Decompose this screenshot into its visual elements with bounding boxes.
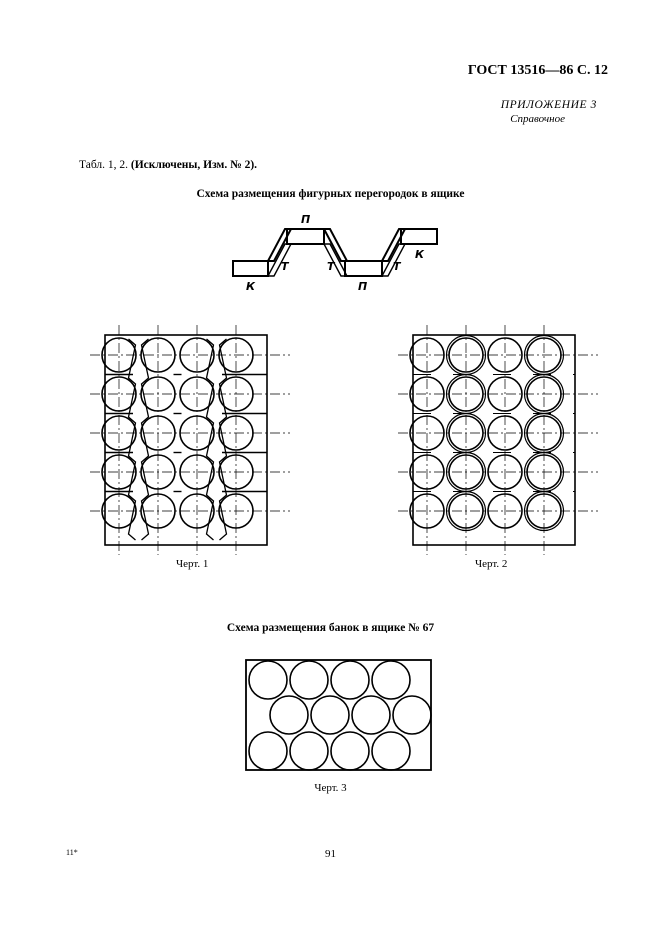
- drawing-1-grid-figured: [90, 325, 290, 555]
- can-67-circle: [249, 732, 287, 770]
- label-t-2: Т: [327, 260, 335, 273]
- drawing-2-grid-straight: [398, 325, 598, 555]
- box-67-outline: [246, 660, 431, 770]
- table-note: [79, 159, 257, 171]
- can-67-circle: [372, 732, 410, 770]
- label-t-3: Т: [393, 260, 401, 273]
- page-number: 91: [325, 848, 336, 860]
- footer-mark: 11*: [66, 848, 78, 857]
- can-67-circle: [331, 732, 369, 770]
- label-t-1: Т: [281, 260, 289, 273]
- caption-drawing-3: Черт. 3: [314, 782, 347, 794]
- standard-code: ГОСТ 13516—86 С. 12: [467, 63, 608, 78]
- can-67-circle: [352, 696, 390, 734]
- can-67-circle: [290, 732, 328, 770]
- partitions-title: Схема размещения фигурных перегородок в ящике: [196, 188, 465, 200]
- can-67-circle: [290, 661, 328, 699]
- reference-label: Справочное: [510, 113, 565, 125]
- label-p-bottom: П: [358, 280, 368, 293]
- can-67-circle: [249, 661, 287, 699]
- can-67-circle: [393, 696, 431, 734]
- profile-bottom-left: [233, 261, 268, 276]
- caption-drawing-1: Черт. 1: [176, 558, 209, 570]
- drawing-3-cans-box: [240, 655, 440, 775]
- label-k-left: К: [246, 280, 255, 293]
- cans-title: Схема размещения банок в ящике № 67: [226, 622, 435, 634]
- can-67-circle: [311, 696, 349, 734]
- box-outline: [413, 335, 575, 545]
- profile-top-right: [401, 229, 437, 244]
- profile-bottom-middle: [345, 261, 382, 276]
- can-67-circle: [331, 661, 369, 699]
- caption-drawing-2: Черт. 2: [475, 558, 508, 570]
- label-k-right: К: [415, 248, 424, 261]
- label-p-top: П: [301, 213, 311, 226]
- table-note-bold: (Исключены, Изм. № 2).: [130, 159, 258, 171]
- table-note-prefix: Табл. 1, 2.: [79, 159, 129, 171]
- profile-slope-2: [324, 229, 347, 261]
- profile-top-middle: [287, 229, 324, 244]
- can-67-circle: [270, 696, 308, 734]
- appendix-label: ПРИЛОЖЕНИЕ 3: [500, 99, 597, 111]
- partition-profile-diagram: [225, 210, 450, 295]
- can-67-circle: [372, 661, 410, 699]
- box-outline: [105, 335, 267, 545]
